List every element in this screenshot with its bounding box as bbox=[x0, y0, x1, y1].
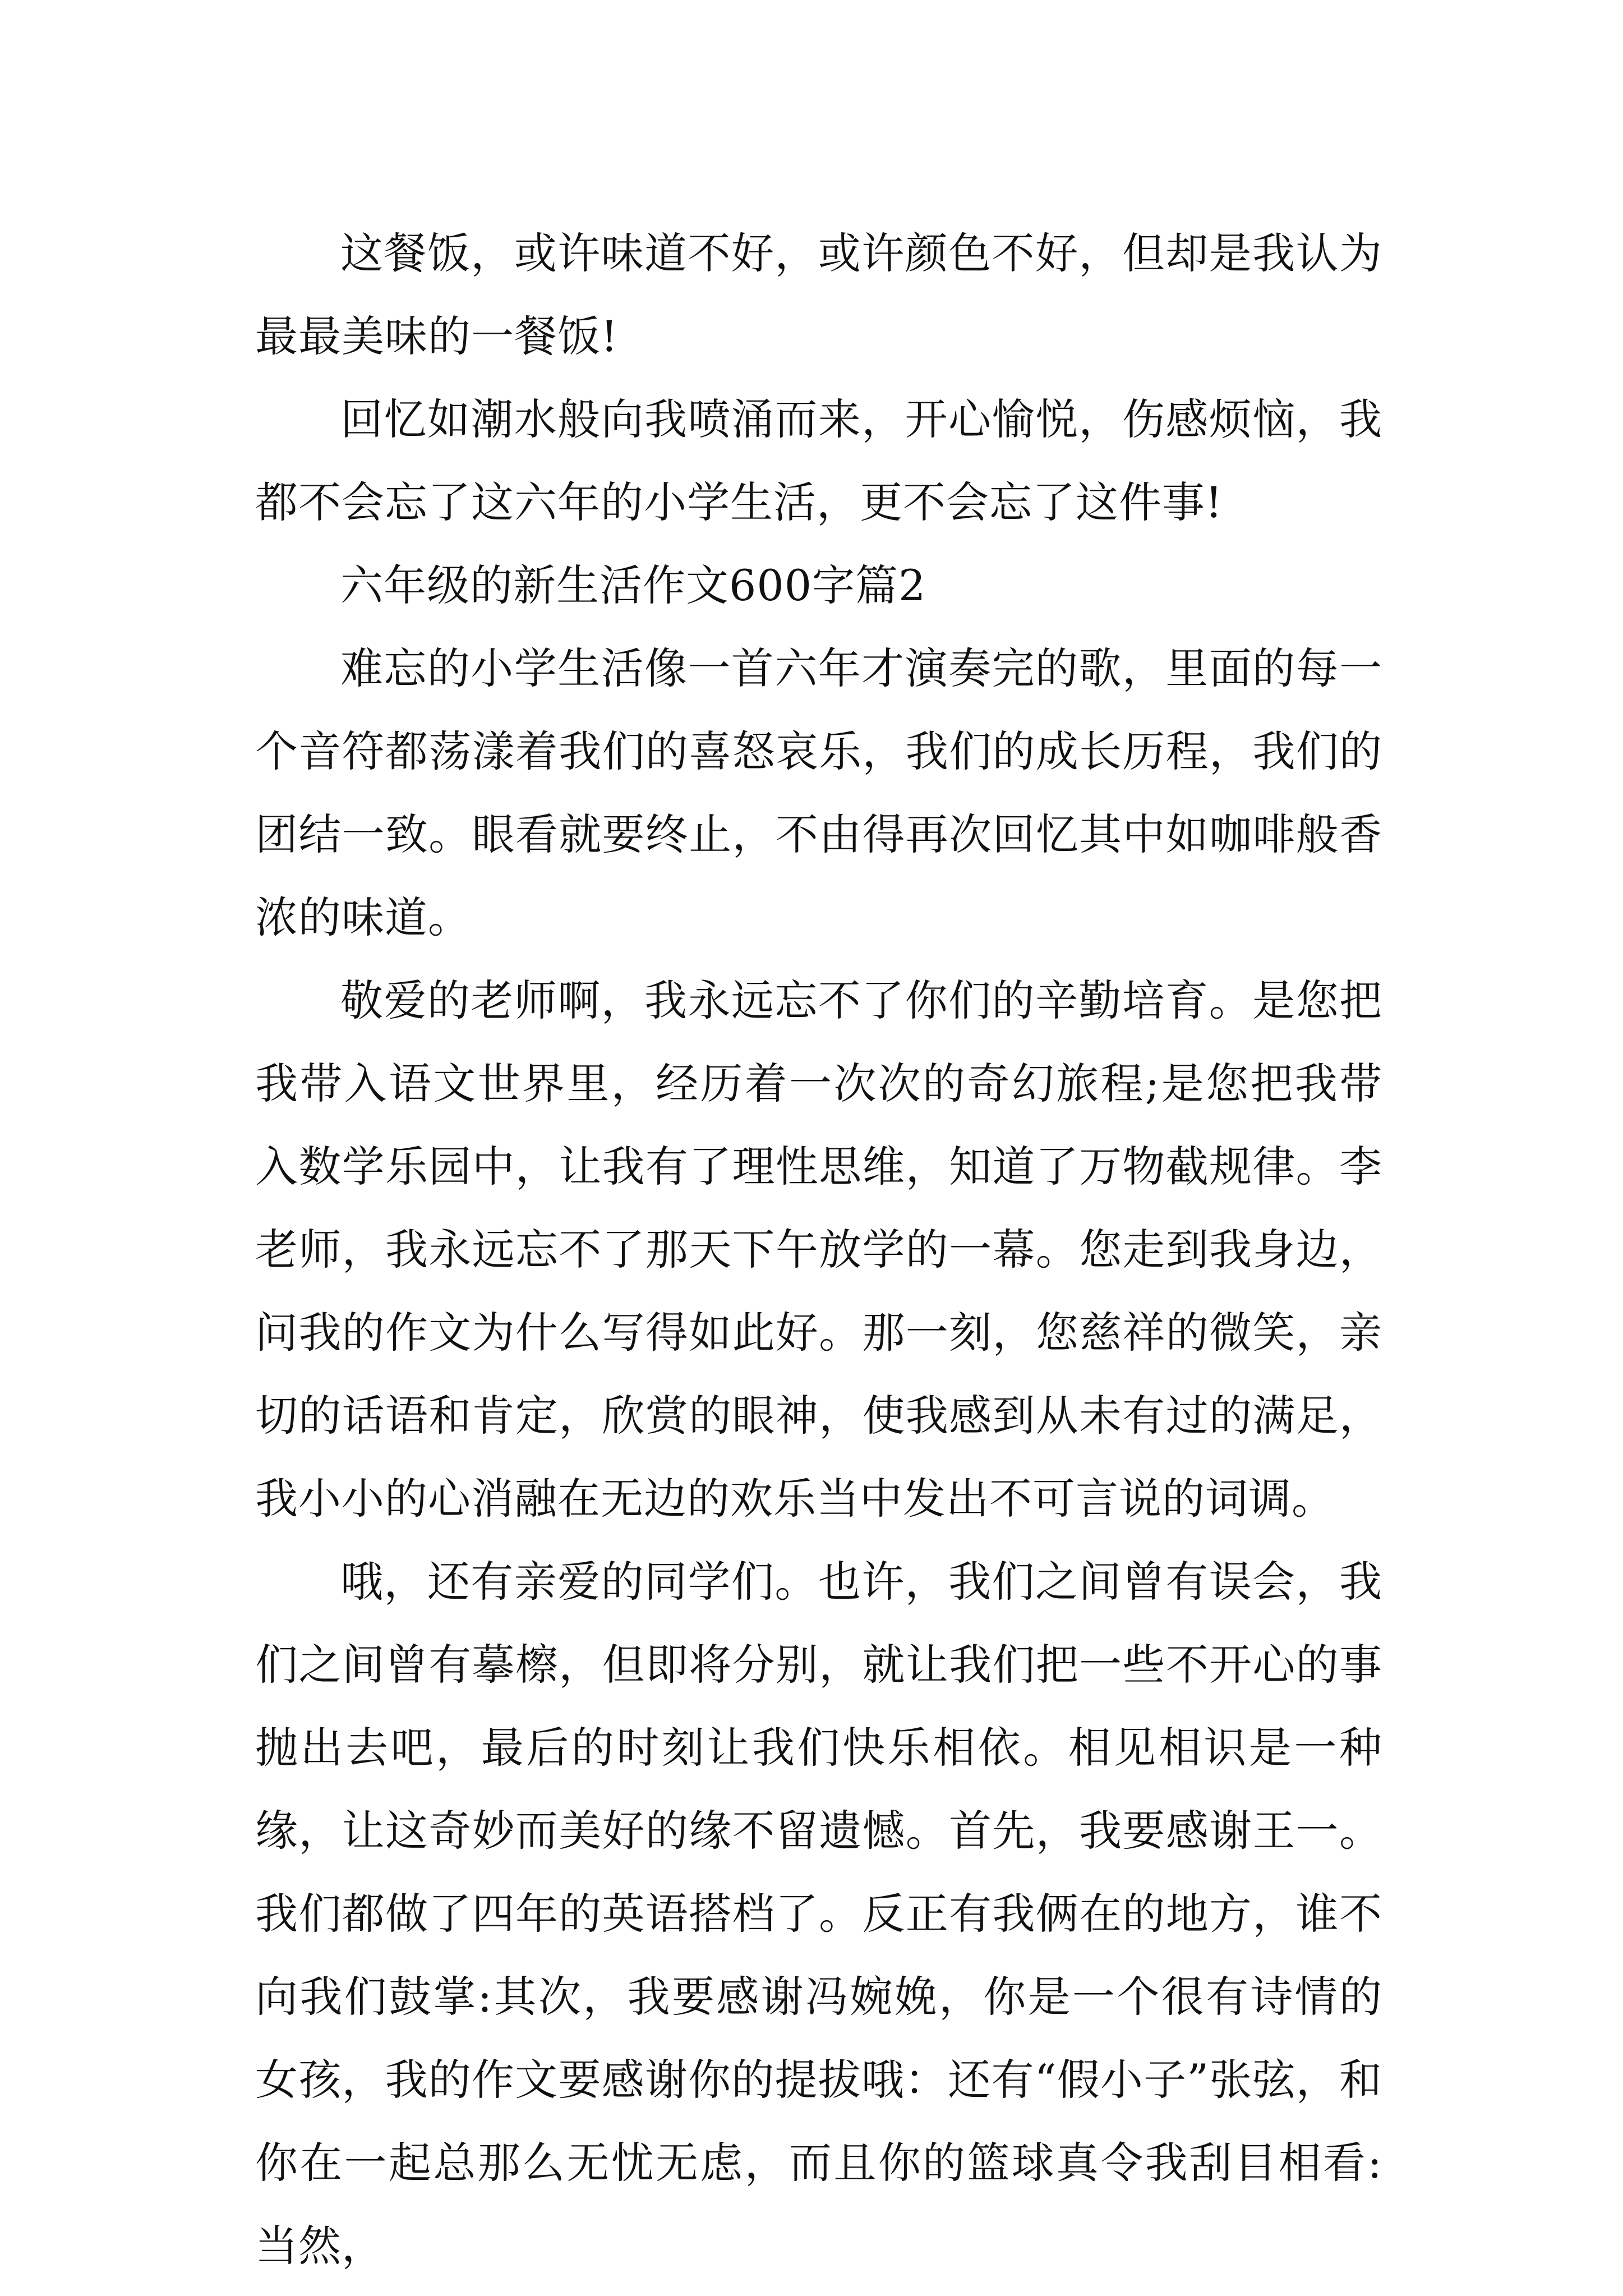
paragraph-teachers: 敬爱的老师啊，我永远忘不了你们的辛勤培育。是您把我带入语文世界里，经历着一次次的奇幻旅程;是您把我带入数学乐园中，让我有了理性思维，知道了万物截规律。李老师，我永远忘不了那天下午放学的一幕。您走到我身边，问我的作文为什么写得如此好。那一刻，您慈祥的微笑，亲切的话语和肯定，欣赏的眼神，使我感到从未有过的满足，我小小的心消融在无边的欢乐当中发出不可言说的词调。 bbox=[255, 976, 1382, 1524]
paragraph-classmates: 哦，还有亲爱的同学们。也许，我们之间曾有误会，我们之间曾有摹檫，但即将分别，就让我们把一些不开心的事抛出去吧，最后的时刻让我们快乐相依。相见相识是一种缘，让这奇妙而美好的缘不留遗憾。首先，我要感谢王一。我们都做了四年的英语搭档了。反正有我俩在的地方，谁不向我们鼓掌:其次，我要感谢冯婉娩，你是一个很有诗情的女孩，我的作文要感谢你的提拔哦：还有“假小子”张弦，和你在一起总那么无忧无虑，而且你的篮球真令我刮目相看:当然， bbox=[255, 1557, 1382, 2271]
essay-heading: 六年级的新生活作文600字篇2 bbox=[340, 560, 926, 610]
paragraph-school-life: 难忘的小学生活像一首六年才演奏完的歌，里面的每一个音符都荡漾着我们的喜怒哀乐，我们的成长历程，我们的团结一致。眼看就要终止，不由得再次回忆其中如咖啡般香浓的味道。 bbox=[255, 643, 1382, 942]
document-body bbox=[255, 212, 1382, 2288]
paragraph-meal: 这餐饭，或许味道不好，或许颜色不好，但却是我认为最最美味的一餐饭! bbox=[255, 228, 1382, 361]
paragraph-memories: 回忆如潮水般向我喷涌而来，开心愉悦，伤感烦恼，我都不会忘了这六年的小学生活，更不会忘了这件事! bbox=[255, 394, 1382, 527]
